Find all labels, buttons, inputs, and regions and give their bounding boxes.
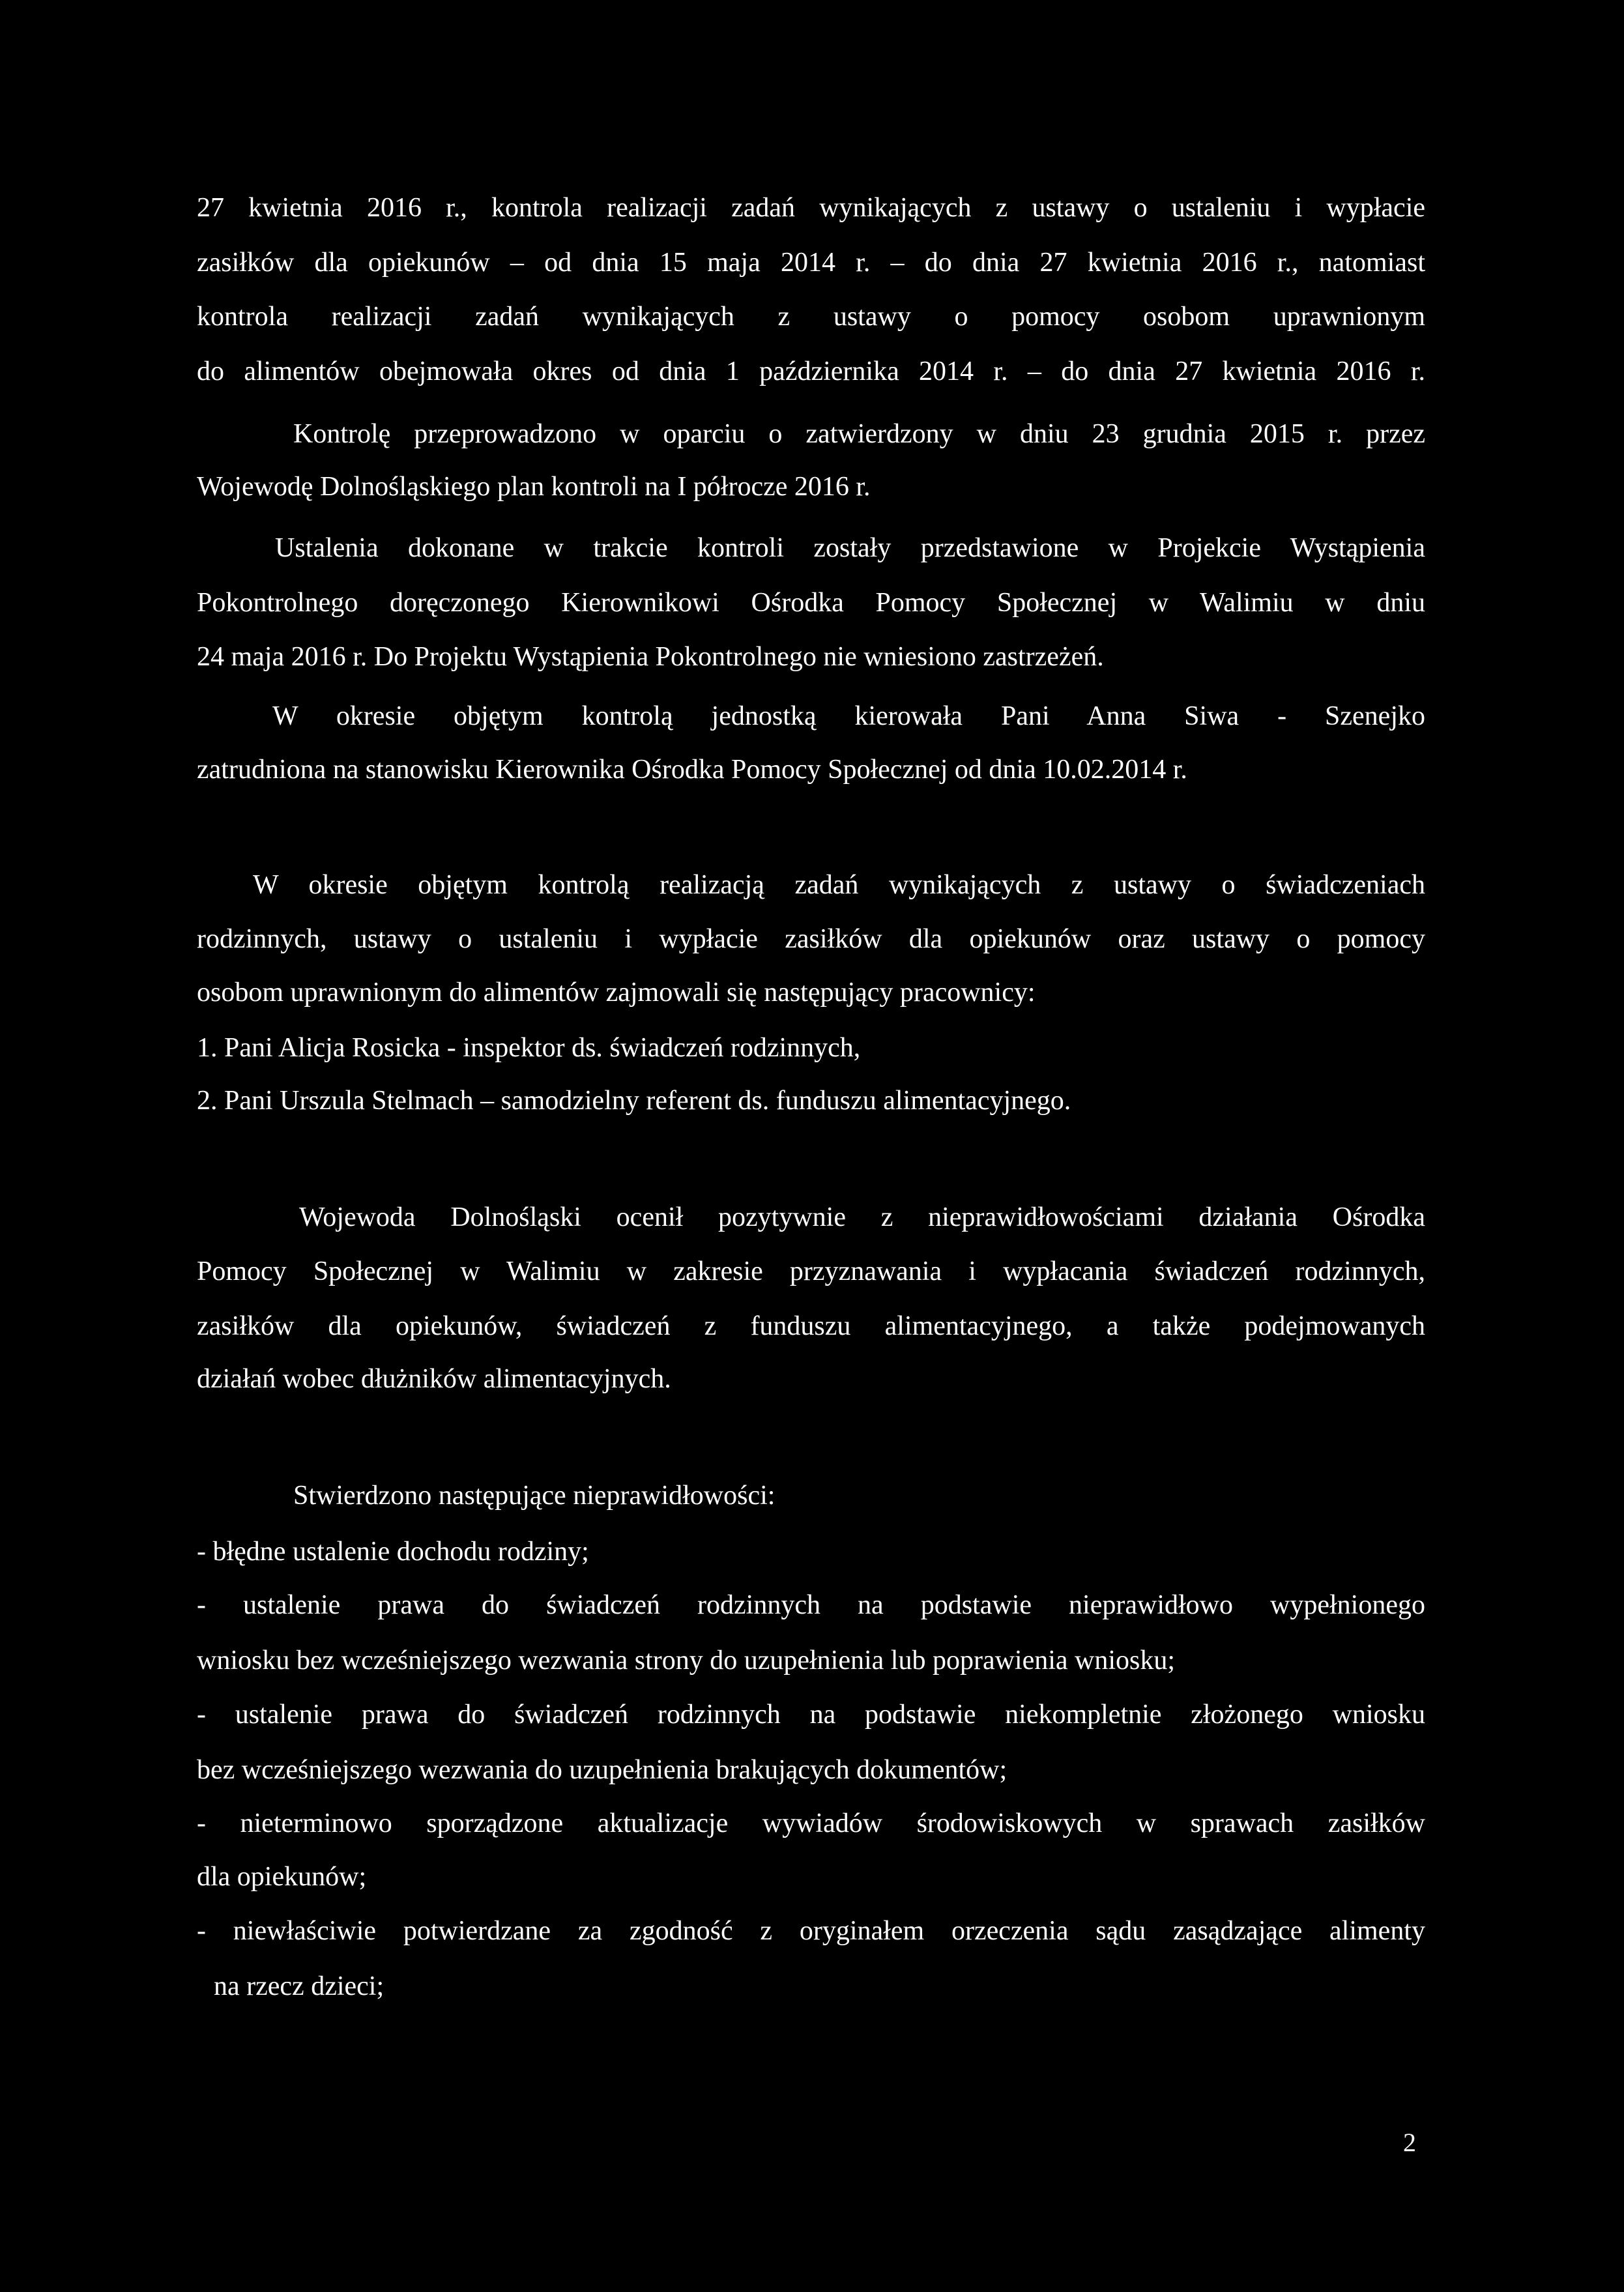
list-item: 1. Pani Alicja Rosicka - inspektor ds. świadczeń rodzinnych,	[197, 1033, 861, 1063]
text-line: bez wcześniejszego wezwania do uzupełnienia brakujących dokumentów;	[197, 1755, 1008, 1785]
text-line: Wojewodę Dolnośląskiego plan kontroli na I półrocze 2016 r.	[197, 472, 871, 502]
list-item: 2. Pani Urszula Stelmach – samodzielny referent ds. funduszu alimentacyjnego.	[197, 1086, 1071, 1116]
text-line: 27 kwietnia 2016 r., kontrola realizacji zadań wynikających z ustawy o ustaleniu i wypłacie	[197, 193, 1425, 223]
page-number: 2	[1403, 2128, 1416, 2157]
list-item: - nieterminowo sporządzone aktualizacje wywiadów środowiskowych w sprawach zasiłków	[197, 1808, 1425, 1838]
text-line: rodzinnych, ustawy o ustaleniu i wypłacie zasiłków dla opiekunów oraz ustawy o pomocy	[197, 924, 1425, 954]
text-line: W okresie objętym kontrolą jednostką kierowała Pani Anna Siwa - Szenejko	[272, 701, 1425, 731]
text-line: Kontrolę przeprowadzono w oparciu o zatwierdzony w dniu 23 grudnia 2015 r. przez	[293, 419, 1425, 449]
text-line: osobom uprawnionym do alimentów zajmowali się następujący pracownicy:	[197, 978, 1036, 1008]
text-line: dla opiekunów;	[197, 1862, 367, 1892]
text-line: Pokontrolnego doręczonego Kierownikowi Ośrodka Pomocy Społecznej w Walimiu w dniu	[197, 588, 1425, 618]
text-line: Ustalenia dokonane w trakcie kontroli zostały przedstawione w Projekcie Wystąpienia	[275, 533, 1425, 563]
list-item: - błędne ustalenie dochodu rodziny;	[197, 1537, 589, 1567]
text-line: 24 maja 2016 r. Do Projektu Wystąpienia Pokontrolnego nie wniesiono zastrzeżeń.	[197, 642, 1104, 672]
text-line: zasiłków dla opiekunów – od dnia 15 maja 2014 r. – do dnia 27 kwietnia 2016 r., natomiast	[197, 248, 1425, 278]
text-line: wniosku bez wcześniejszego wezwania strony do uzupełnienia lub poprawienia wniosku;	[197, 1646, 1176, 1675]
text-line: zatrudniona na stanowisku Kierownika Ośrodka Pomocy Społecznej od dnia 10.02.2014 r.	[197, 755, 1187, 785]
text-line: W okresie objętym kontrolą realizacją zadań wynikających z ustawy o świadczeniach	[253, 870, 1425, 900]
text-line: Pomocy Społecznej w Walimiu w zakresie przyznawania i wypłacania świadczeń rodzinnych,	[197, 1256, 1425, 1286]
text-line: Wojewoda Dolnośląski ocenił pozytywnie z nieprawidłowościami działania Ośrodka	[299, 1202, 1425, 1232]
text-line: kontrola realizacji zadań wynikających z ustawy o pomocy osobom uprawnionym	[197, 302, 1425, 332]
text-line: zasiłków dla opiekunów, świadczeń z funduszu alimentacyjnego, a także podejmowanych	[197, 1311, 1425, 1341]
list-item: - ustalenie prawa do świadczeń rodzinnych na podstawie nieprawidłowo wypełnionego	[197, 1590, 1425, 1620]
list-item: - ustalenie prawa do świadczeń rodzinnych na podstawie niekompletnie złożonego wniosku	[197, 1700, 1425, 1730]
text-line: na rzecz dzieci;	[214, 1971, 384, 2001]
text-line: do alimentów obejmowała okres od dnia 1 października 2014 r. – do dnia 27 kwietnia 2016 r.	[197, 356, 1425, 386]
list-item: - niewłaściwie potwierdzane za zgodność z oryginałem orzeczenia sądu zasądzające alimenty	[197, 1916, 1425, 1946]
text-line: działań wobec dłużników alimentacyjnych.	[197, 1364, 671, 1394]
section-heading: Stwierdzono następujące nieprawidłowości:	[293, 1481, 776, 1511]
